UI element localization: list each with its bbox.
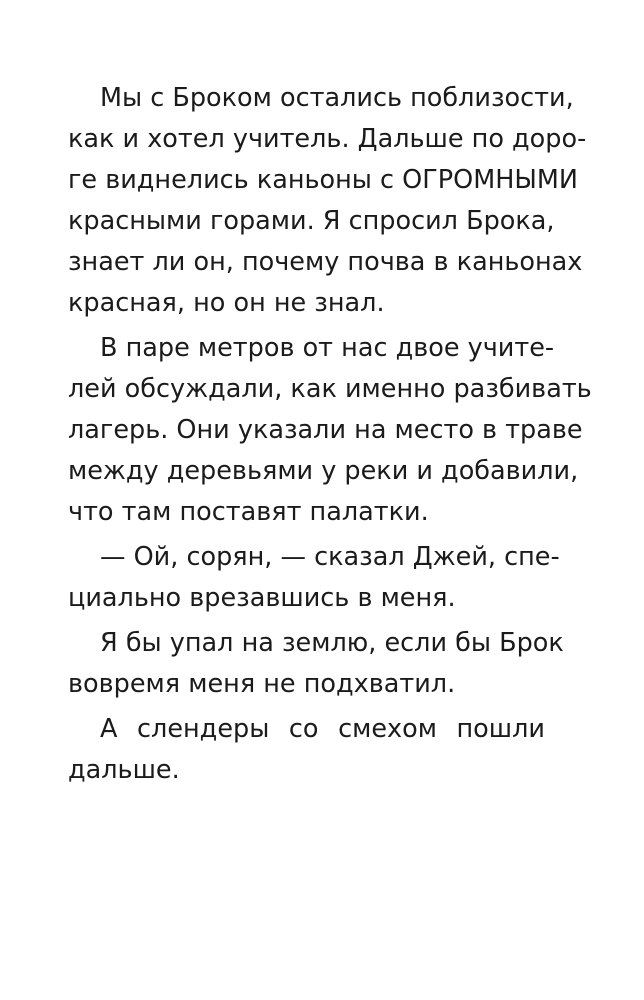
paragraph (68, 328, 592, 533)
paragraph (68, 623, 564, 705)
text-line: вовремя меня не подхватил. (68, 669, 456, 699)
text-line: ге виднелись каньоны с ОГРОМНЫМИ (68, 165, 578, 195)
text-line: между деревьями у реки и добавили, (68, 456, 579, 486)
text-line: циально врезавшись в меня. (68, 583, 456, 613)
text-line: красная, но он не знал. (68, 288, 385, 318)
paragraph (68, 709, 545, 791)
paragraph (68, 537, 560, 619)
text-line: Я бы упал на землю, если бы Брок (100, 628, 564, 658)
text-line: лей обсуждали, как именно разбивать (68, 374, 592, 404)
text-line: знает ли он, почему почва в каньонах (68, 247, 583, 277)
text-line: В паре метров от нас двое учите- (100, 333, 555, 363)
text-line: дальше. (68, 755, 180, 785)
text-line: что там поставят палатки. (68, 497, 429, 527)
text-line: А слендеры со смехом пошли (100, 714, 545, 744)
text-line: Мы с Броком остались поблизости, (100, 83, 574, 113)
text-line: как и хотел учитель. Дальше по доро- (68, 124, 587, 154)
text-line: лагерь. Они указали на место в траве (68, 415, 583, 445)
paragraph (68, 78, 587, 324)
text-line: — Ой, сорян, — сказал Джей, спе- (100, 542, 560, 572)
book-page (68, 78, 592, 791)
text-line: красными горами. Я спросил Брока, (68, 206, 555, 236)
